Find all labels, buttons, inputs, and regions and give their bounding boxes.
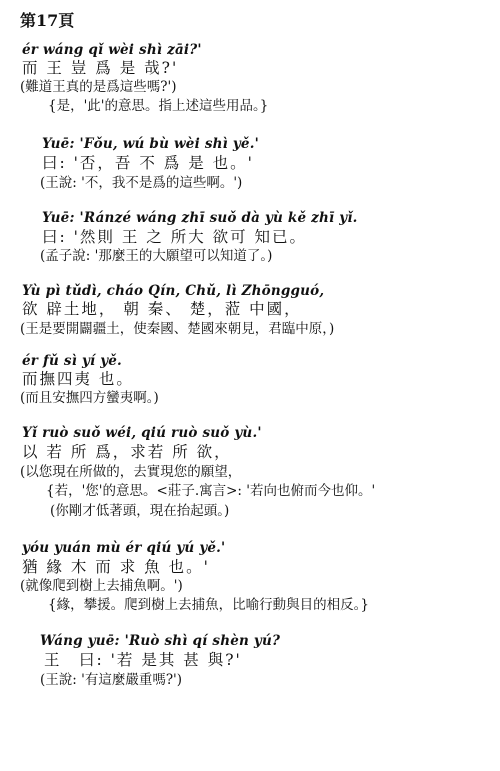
pinyin-line: ér fǔ sì yí yě. (22, 353, 122, 369)
translation-line: (而且安撫四方蠻夷啊。) (20, 390, 159, 406)
pinyin-line: Yuē: 'Ránzé wáng zhī suǒ dà yù kě zhī yǐ. (42, 210, 358, 226)
pinyin-line: Yuē: 'Fǒu, wú bù wèi shì yě.' (42, 136, 259, 152)
pinyin-line: yóu yuán mù ér qiú yú yě.' (22, 540, 226, 556)
annotation-line: {是，'此'的意思。指上述這些用品。} (48, 98, 269, 114)
chinese-line: 曰: '然則 王 之 所大 欲可 知已。 (42, 228, 308, 246)
chinese-line: 曰: '否，吾 不 爲 是 也。' (42, 154, 254, 172)
translation-line: (孟子說: '那麼王的大願望可以知道了。) (40, 248, 273, 264)
translation-line: (王是要開闢疆土，使秦國、楚國來朝見，君臨中原，) (20, 321, 335, 337)
translation-line: (以您現在所做的，去實現您的願望， (20, 464, 242, 480)
translation-line: (王說: '有這麼嚴重嗎?') (40, 672, 183, 688)
pinyin-line: Yǐ ruò suǒ wéi, qiú ruò suǒ yù.' (22, 425, 262, 441)
page-number: 第17頁 (20, 11, 75, 30)
chinese-line: 以 若 所 爲，求若 所 欲， (22, 443, 232, 461)
pinyin-line: Yù pì tǔdì, cháo Qín, Chǔ, lì Zhōngguó, (22, 283, 325, 299)
chinese-line: 而 王 豈 爲 是 哉?' (22, 59, 179, 77)
chinese-line: 猶 緣 木 而 求 魚 也。' (22, 558, 210, 576)
translation-line: (就像爬到樹上去捕魚啊。') (20, 578, 183, 594)
annotation-line: {若，'您'的意思。<莊子.寓言>: '若向也俯而今也仰。' (46, 483, 376, 499)
chinese-line: 欲 辟土地， 朝 秦、 楚，蒞 中國， (22, 300, 302, 318)
translation-line: (難道王真的是爲這些嗎?') (20, 79, 177, 95)
translation-line: (王說: '不，我不是爲的這些啊。') (40, 175, 243, 191)
pinyin-line: Wáng yuē: 'Ruò shì qí shèn yú? (40, 633, 281, 649)
annotation-line: (你剛才低著頭，現在抬起頭。) (50, 503, 230, 519)
chinese-line: 而撫四夷 也。 (22, 370, 134, 388)
chinese-line: 王 曰: '若 是其 甚 與?' (44, 651, 242, 669)
annotation-line: {緣，攀援。爬到樹上去捕魚，比喻行動與目的相反。} (48, 597, 369, 613)
pinyin-line: ér wáng qǐ wèi shì zāi?' (22, 42, 202, 58)
